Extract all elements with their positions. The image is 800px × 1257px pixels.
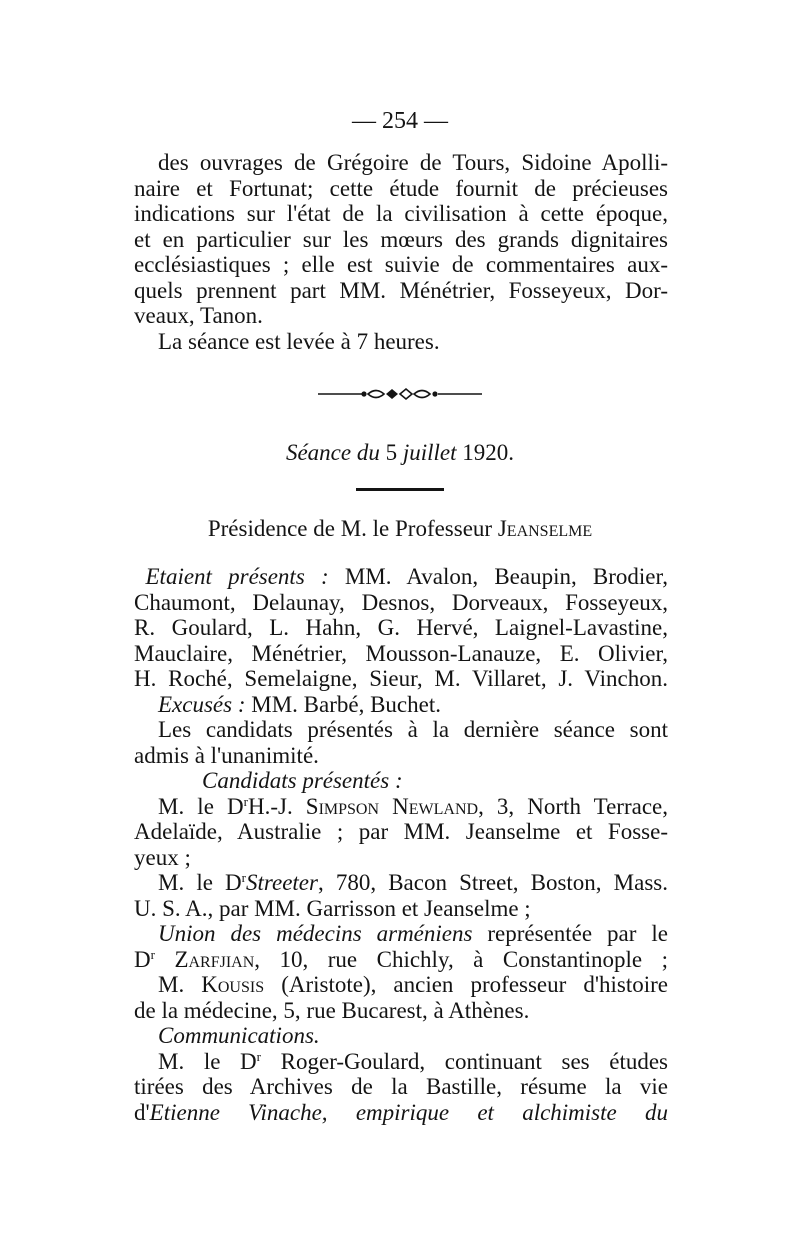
admission-line: admis à l'unanimité. [134, 742, 319, 768]
session-title: Séance du 5 juillet 1920. [285, 440, 515, 465]
admission-line: Les candidats présentés à la dernière séance sont [158, 717, 668, 742]
presents-names: Chaumont, Delaunay, Desnos, Dorveaux, Fosseyeux, [134, 589, 668, 615]
communication-line: tirées des Archives de la Bastille, résume la vie [134, 1074, 668, 1099]
candidats-heading: Candidats présentés : [202, 768, 403, 793]
candidate-line: M. Kousis (Aristote), ancien professeur d'histoire [158, 972, 668, 997]
candidate-line: M. le $D^rH.-J$. Simpson Newland, 3, North Terrace, [158, 793, 668, 819]
candidate-line: M. le $D^rStreeter$, 780, Bacon Street, Boston, Mass. [158, 870, 668, 895]
paragraph-line: quels prennent part MM. Ménétrier, Fosseyeux, Dor- [134, 277, 668, 303]
presents-names: R. Goulard, L. Hahn, G. Hervé, Laignel-Lavastine, [134, 615, 668, 640]
candidate-line: de la médecine, 5, rue Bucarest, à Athènes. [134, 997, 530, 1023]
paragraph-line: des ouvrages de Grégoire de Tours, Sidoine Apolli- [158, 150, 668, 175]
paragraph-line: ecclésiastiques ; elle est suivie de commentaires aux- [134, 252, 668, 277]
session-body [134, 564, 668, 1125]
paragraph-line: naire et Fortunat; cette étude fournit de précieuses [134, 175, 668, 201]
paragraph-line: et en particulier sur les mœurs des grands dignitaires [134, 226, 668, 252]
candidate-line: yeux ; [134, 844, 191, 870]
communication-line: d'Etienne Vinache, empirique et alchimiste du [134, 1099, 668, 1125]
communications-heading: Communications. [158, 1023, 320, 1048]
candidate-line: Union des médecins arméniens représentée par le [158, 921, 668, 946]
ornament-divider [318, 386, 482, 402]
page-number: — 254 — [352, 108, 448, 134]
presents-names: Mauclaire, Ménétrier, Mousson-Lanauze, E. Olivier, [134, 640, 668, 666]
presents-names: H. Roché, Semelaigne, Sieur, M. Villaret, J. Vinchon. [134, 666, 668, 691]
excuses-line: Excusés : MM. Barbé, Buchet. [158, 691, 441, 717]
paragraph-line: indications sur l'état de la civilisation à cette époque, [134, 201, 668, 226]
top-paragraph [134, 150, 668, 354]
candidate-line: Adelaïde, Australie ; par MM. Jeanselme et Fosse- [134, 819, 668, 844]
candidate-line: $D^r$ Zarfjian, 10, rue Chichly, à Constantinople ; [134, 946, 668, 972]
paragraph-line: veaux, Tanon. [134, 303, 263, 328]
presidence-line: Présidence de M. le Professeur Jeanselme [207, 516, 593, 541]
title-rule [356, 488, 444, 491]
closing-line: La séance est levée à 7 heures. [158, 328, 440, 354]
presents-line: Etaient présents : MM. Avalon, Beaupin, Brodier, [145, 564, 668, 589]
communication-line: M. le $D^r$ Roger-Goulard, continuant ses études [158, 1048, 668, 1074]
candidate-line: U. S. A., par MM. Garrisson et Jeanselme ; [134, 895, 531, 921]
